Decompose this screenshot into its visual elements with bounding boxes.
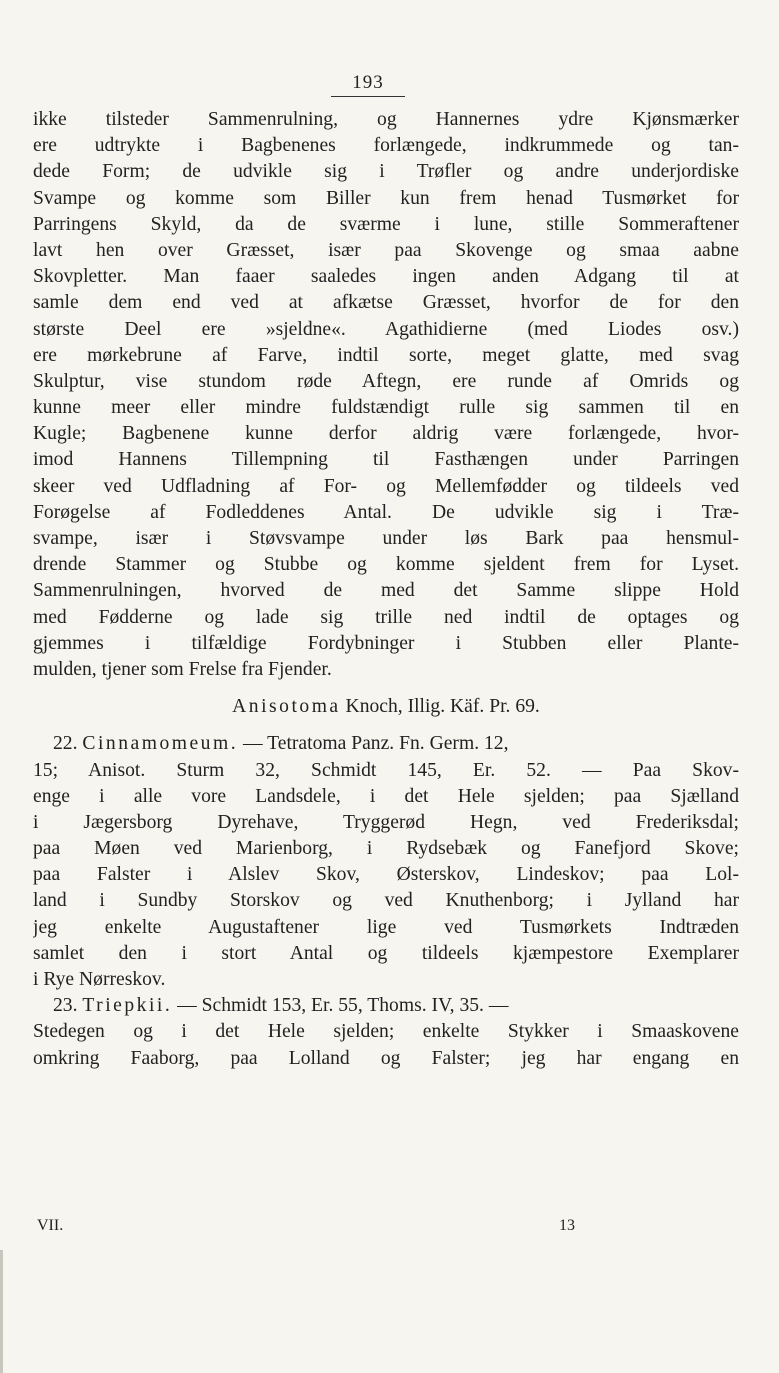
species-22-paragraph (33, 758, 739, 994)
text-line: ere udtrykte i Bagbenenes forlængede, indkrummede og tan- (33, 135, 739, 157)
scan-edge-mark (0, 1250, 3, 1373)
body-text (33, 107, 739, 1072)
species-number: 23. (53, 995, 78, 1017)
signature-mark-left: VII. (37, 1217, 64, 1234)
text-line: i Jægersborg Dyrehave, Tryggerød Hegn, ved Frederiksdal; (33, 811, 739, 833)
text-line: Forøgelse af Fodleddenes Antal. De udvikle sig i Træ- (33, 501, 739, 523)
species-number: 22. (53, 733, 78, 755)
text-line: dede Form; de udvikle sig i Trøfler og andre underjordiske (33, 161, 739, 183)
text-line: kunne meer eller mindre fuldstændigt rulle sig sammen til en (33, 397, 739, 419)
text-line: paa Møen ved Marienborg, i Rydsebæk og Fanefjord Skove; (33, 838, 739, 860)
text-line: ikke tilsteder Sammenrulning, og Hannernes ydre Kjønsmærker (33, 109, 739, 130)
text-line: enge i alle vore Landsdele, i det Hele sjelden; paa Sjælland (33, 785, 739, 807)
text-line: samlet den i stort Antal og tildeels kjæmpestore Exemplarer (33, 942, 739, 964)
text-line: i Rye Nørreskov. (33, 969, 166, 990)
text-line: omkring Faaborg, paa Lolland og Falster; jeg har engang en (33, 1047, 739, 1069)
text-line: samle dem end ved at afkætse Græsset, hvorfor de for den (33, 292, 739, 314)
species-name: Triepkii. (82, 995, 173, 1017)
genus-authority: Knoch, Illig. Käf. Pr. 69. (345, 696, 540, 718)
text-line: mulden, tjener som Frelse fra Fjender. (33, 658, 332, 680)
page-footer (33, 1217, 739, 1239)
text-line: svampe, især i Støvsvampe under løs Bark paa hensmul- (33, 528, 739, 549)
text-line: Kugle; Bagbenene kunne derfor aldrig være forlængede, hvor- (33, 423, 739, 445)
species-22-first-line (33, 731, 739, 757)
text-line: jeg enkelte Augustaftener lige ved Tusmørkets Indtræden (33, 916, 739, 938)
text-line: land i Sundby Storskov og ved Knuthenborg; i Jylland har (33, 890, 739, 912)
text-line: med Fødderne og lade sig trille ned indtil de optages og (33, 606, 739, 628)
text-line: Svampe og komme som Biller kun frem henad Tusmørket for (33, 187, 739, 209)
species-name: Cinnamomeum. (82, 733, 239, 755)
text-line: ere mørkebrune af Farve, indtil sorte, meget glatte, med svag (33, 344, 739, 366)
species-22-line-0: — Tetratoma Panz. Fn. Germ. 12, (243, 733, 509, 755)
text-line: største Deel ere »sjeldne«. Agathidierne (med Liodes osv.) (33, 318, 739, 340)
species-23-line-0: — Schmidt 153, Er. 55, Thoms. IV, 35. — (177, 995, 509, 1017)
intro-paragraph (33, 107, 739, 683)
genus-heading (33, 694, 739, 720)
text-line: imod Hannens Tillempning til Fasthængen under Parringen (33, 449, 739, 471)
text-line: Skovpletter. Man faaer saaledes ingen anden Adgang til at (33, 266, 739, 288)
signature-mark-right: 13 (559, 1217, 575, 1234)
text-line: paa Falster i Alslev Skov, Østerskov, Lindeskov; paa Lol- (33, 864, 739, 886)
text-line: skeer ved Udfladning af For- og Mellemfødder og tildeels ved (33, 475, 739, 497)
text-line: drende Stammer og Stubbe og komme sjeldent frem for Lyset. (33, 554, 739, 576)
text-line: 15; Anisot. Sturm 32, Schmidt 145, Er. 52. — Paa Skov- (33, 759, 739, 781)
text-line: gjemmes i tilfældige Fordybninger i Stubben eller Plante- (33, 632, 739, 654)
species-23-first-line (33, 993, 739, 1019)
text-line: Parringens Skyld, da de sværme i lune, stille Sommeraftener (33, 213, 739, 235)
text-line: lavt hen over Græsset, især paa Skovenge og smaa aabne (33, 239, 739, 261)
genus-name: Anisotoma (232, 696, 341, 718)
page-number: 193 (331, 72, 405, 97)
text-line: Sammenrulningen, hvorved de med det Samme slippe Hold (33, 580, 739, 602)
species-23-paragraph (33, 1019, 739, 1071)
text-line: Skulptur, vise stundom røde Aftegn, ere runde af Omrids og (33, 370, 739, 392)
text-line: Stedegen og i det Hele sjelden; enkelte Stykker i Smaaskovene (33, 1021, 739, 1043)
